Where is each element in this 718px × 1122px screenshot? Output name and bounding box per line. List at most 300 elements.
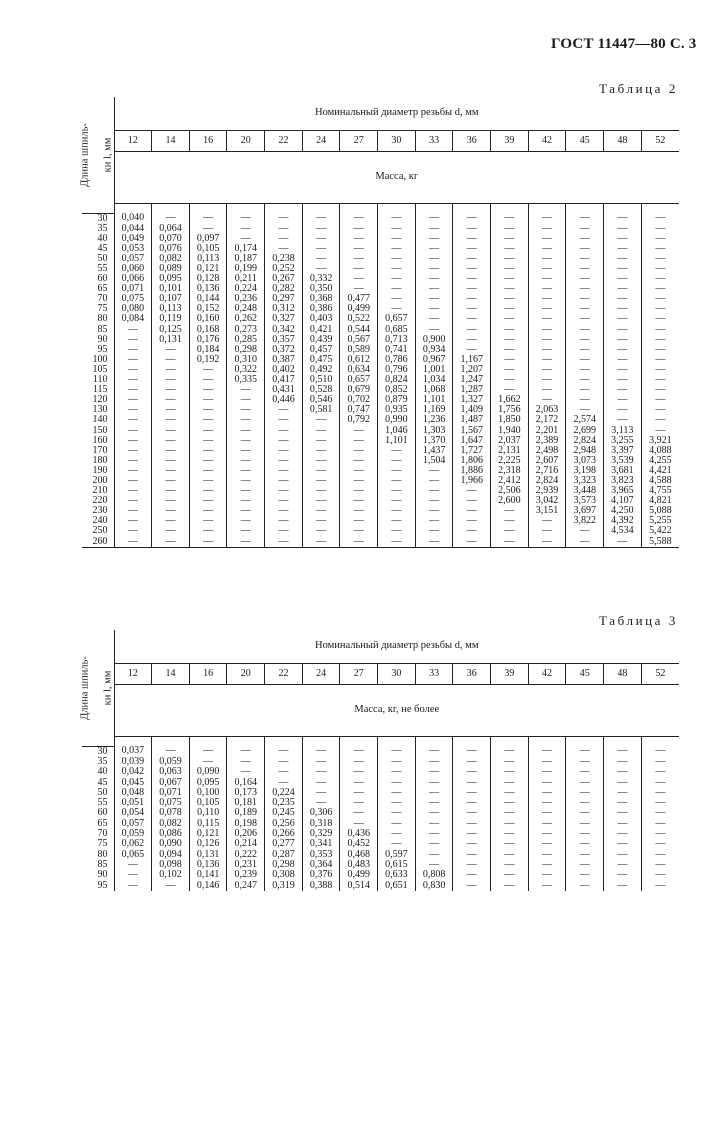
mass-cell: —	[302, 798, 340, 808]
table2-diameter-42: 42	[528, 131, 566, 152]
mass-cell: 0,900	[415, 335, 453, 345]
mass-cell: —	[340, 476, 378, 486]
mass-cell: —	[340, 767, 378, 777]
mass-cell: —	[453, 304, 491, 314]
mass-cell: —	[378, 746, 416, 757]
mass-cell: —	[655, 858, 666, 870]
mass-cell: 1,886	[453, 466, 491, 476]
mass-cell: 0,082	[152, 819, 190, 829]
mass-cell: —	[340, 254, 378, 264]
mass-cell: 0,054	[114, 808, 152, 818]
mass-cell: 1,287	[453, 385, 491, 395]
mass-cell: —	[528, 264, 566, 274]
mass-cell: —	[528, 213, 566, 224]
mass-cell: —	[189, 486, 227, 496]
mass-cell: —	[566, 355, 604, 365]
mass-cell: —	[528, 335, 566, 345]
mass-cell: —	[227, 526, 265, 536]
mass-cell: 1,727	[453, 446, 491, 456]
mass-cell: —	[528, 757, 566, 767]
mass-cell: —	[378, 798, 416, 808]
mass-cell: —	[528, 355, 566, 365]
mass-cell: —	[189, 395, 227, 405]
mass-cell: 4,107	[604, 496, 642, 506]
mass-cell: —	[302, 234, 340, 244]
mass-cell: —	[114, 496, 152, 506]
mass-cell: —	[340, 486, 378, 496]
mass-cell: —	[604, 254, 642, 264]
mass-cell: 0,388	[302, 880, 340, 890]
mass-cell: 3,823	[604, 476, 642, 486]
mass-cell: —	[453, 506, 491, 516]
mass-cell: —	[378, 446, 416, 456]
mass-cell: —	[378, 254, 416, 264]
mass-cell: 0,192	[189, 355, 227, 365]
mass-cell: 3,073	[566, 456, 604, 466]
mass-cell: —	[453, 746, 491, 757]
mass-cell: —	[566, 345, 604, 355]
mass-cell: —	[227, 506, 265, 516]
mass-cell: —	[302, 767, 340, 777]
mass-cell: 0,287	[265, 849, 303, 859]
table3-diameter-42: 42	[528, 664, 566, 685]
mass-cell: —	[528, 345, 566, 355]
mass-cell: —	[152, 213, 190, 224]
mass-cell: 0,256	[265, 819, 303, 829]
mass-cell: —	[566, 526, 604, 536]
length-cell: 65	[82, 819, 114, 829]
mass-cell: —	[453, 335, 491, 345]
mass-cell: —	[528, 254, 566, 264]
mass-cell: 0,211	[227, 274, 265, 284]
mass-cell: 5,088	[649, 505, 672, 517]
mass-cell: —	[453, 345, 491, 355]
mass-cell: —	[265, 757, 303, 767]
mass-cell: —	[189, 516, 227, 526]
mass-cell: —	[604, 537, 642, 547]
length-cell: 140	[82, 415, 114, 425]
mass-cell: —	[189, 405, 227, 415]
mass-cell: 0,095	[189, 777, 227, 787]
mass-cell: 0,086	[152, 829, 190, 839]
mass-cell: 0,075	[114, 294, 152, 304]
mass-cell: —	[227, 456, 265, 466]
mass-cell: 1,662	[491, 395, 529, 405]
mass-cell: 2,037	[491, 436, 529, 446]
mass-cell: —	[189, 757, 227, 767]
mass-cell: 0,298	[227, 345, 265, 355]
mass-cell: 0,059	[152, 757, 190, 767]
table2-diameter-33: 33	[415, 131, 453, 152]
mass-cell: 2,824	[528, 476, 566, 486]
mass-cell: —	[265, 224, 303, 234]
mass-cell: —	[655, 374, 666, 386]
mass-cell: —	[566, 264, 604, 274]
mass-cell: 0,702	[340, 395, 378, 405]
length-cell: 45	[82, 777, 114, 787]
mass-cell: 0,544	[340, 325, 378, 335]
mass-cell: —	[378, 264, 416, 274]
mass-cell: —	[453, 486, 491, 496]
mass-cell: —	[453, 516, 491, 526]
mass-cell: 2,699	[566, 425, 604, 435]
mass-cell: 2,506	[491, 486, 529, 496]
mass-cell: 0,181	[227, 798, 265, 808]
mass-cell: —	[340, 446, 378, 456]
mass-cell: —	[491, 788, 529, 798]
mass-cell: 0,071	[114, 284, 152, 294]
mass-cell: —	[189, 476, 227, 486]
mass-cell: —	[453, 254, 491, 264]
mass-cell: 0,102	[152, 870, 190, 880]
mass-cell: 0,796	[378, 365, 416, 375]
mass-cell: 0,318	[302, 819, 340, 829]
mass-cell: 0,136	[189, 860, 227, 870]
mass-cell: —	[528, 234, 566, 244]
table3-length-label: Длина шпиль- ки l, мм	[79, 655, 114, 720]
mass-cell: 2,498	[528, 446, 566, 456]
mass-cell: —	[415, 808, 453, 818]
mass-cell: —	[566, 860, 604, 870]
mass-cell: —	[302, 757, 340, 767]
mass-cell: 2,389	[528, 436, 566, 446]
mass-cell: 0,277	[265, 839, 303, 849]
mass-cell: 0,059	[114, 829, 152, 839]
mass-cell: 0,187	[227, 254, 265, 264]
mass-cell: 1,034	[415, 375, 453, 385]
mass-cell: —	[453, 870, 491, 880]
mass-cell: 0,164	[227, 777, 265, 787]
mass-cell: —	[491, 254, 529, 264]
length-cell: 100	[82, 355, 114, 365]
mass-cell: 0,053	[114, 244, 152, 254]
mass-cell: —	[302, 213, 340, 224]
mass-cell: 0,417	[265, 375, 303, 385]
mass-cell: 0,173	[227, 788, 265, 798]
length-cell: 130	[82, 405, 114, 415]
mass-cell: 1,487	[453, 415, 491, 425]
mass-cell: 0,364	[302, 860, 340, 870]
length-cell: 260	[82, 537, 114, 547]
mass-cell: 5,255	[649, 515, 672, 527]
mass-cell: —	[302, 496, 340, 506]
mass-cell: 0,214	[227, 839, 265, 849]
mass-cell: 0,198	[227, 819, 265, 829]
mass-cell: —	[152, 355, 190, 365]
mass-cell: —	[453, 294, 491, 304]
mass-cell: 0,113	[189, 254, 227, 264]
mass-cell: 2,607	[528, 456, 566, 466]
mass-cell: 2,063	[528, 405, 566, 415]
mass-cell: —	[265, 486, 303, 496]
mass-cell: —	[528, 860, 566, 870]
mass-cell: 0,152	[189, 304, 227, 314]
mass-cell: —	[189, 506, 227, 516]
mass-cell: —	[302, 486, 340, 496]
mass-cell: —	[227, 395, 265, 405]
mass-cell: 4,250	[604, 506, 642, 516]
table2-diameter-30: 30	[378, 131, 416, 152]
mass-cell: —	[566, 798, 604, 808]
mass-cell: —	[415, 506, 453, 516]
table2-diameter-16: 16	[189, 131, 227, 152]
mass-cell: —	[415, 537, 453, 547]
mass-cell: —	[528, 870, 566, 880]
length-cell: 70	[82, 829, 114, 839]
mass-cell: —	[415, 829, 453, 839]
mass-cell: 0,065	[114, 849, 152, 859]
mass-cell: —	[528, 819, 566, 829]
mass-cell: 0,042	[114, 767, 152, 777]
mass-cell: —	[114, 476, 152, 486]
mass-cell: 0,567	[340, 335, 378, 345]
table2-diameter-27: 27	[340, 131, 378, 152]
mass-cell: —	[340, 244, 378, 254]
mass-cell: —	[566, 757, 604, 767]
mass-cell: 3,323	[566, 476, 604, 486]
mass-cell: —	[566, 314, 604, 324]
table-2-caption: Таблица 2	[599, 81, 678, 96]
mass-cell: —	[265, 767, 303, 777]
table-row	[82, 870, 679, 880]
mass-cell: —	[528, 224, 566, 234]
mass-cell: 0,189	[227, 808, 265, 818]
length-cell: 55	[82, 264, 114, 274]
mass-cell: —	[453, 526, 491, 536]
mass-cell: 0,332	[302, 274, 340, 284]
mass-cell: —	[152, 746, 190, 757]
mass-cell: —	[491, 860, 529, 870]
table-row	[82, 526, 679, 536]
mass-cell: 0,048	[114, 788, 152, 798]
mass-cell: —	[604, 870, 642, 880]
mass-cell: 0,144	[189, 294, 227, 304]
length-cell: 55	[82, 798, 114, 808]
mass-cell: 0,492	[302, 365, 340, 375]
mass-cell: 0,060	[114, 264, 152, 274]
mass-cell: —	[655, 353, 666, 365]
mass-cell: —	[655, 848, 666, 860]
mass-cell: —	[655, 755, 666, 767]
mass-cell: 0,141	[189, 870, 227, 880]
mass-cell: —	[566, 395, 604, 405]
mass-cell: —	[227, 446, 265, 456]
mass-cell: —	[302, 436, 340, 446]
mass-cell: 1,504	[415, 456, 453, 466]
mass-cell: —	[491, 284, 529, 294]
mass-cell: —	[453, 757, 491, 767]
mass-cell: —	[415, 476, 453, 486]
mass-cell: —	[189, 456, 227, 466]
table2-diameter-group-header: Номинальный диаметр резьбы d, мм	[114, 97, 679, 131]
mass-cell: —	[491, 808, 529, 818]
table3-diameter-14: 14	[152, 664, 190, 685]
mass-cell: 1,327	[453, 395, 491, 405]
mass-cell: —	[604, 757, 642, 767]
mass-cell: —	[340, 808, 378, 818]
mass-cell: 3,113	[604, 425, 642, 435]
mass-cell: 3,681	[604, 466, 642, 476]
mass-cell: —	[655, 776, 666, 788]
mass-cell: —	[604, 274, 642, 284]
mass-cell: —	[189, 466, 227, 476]
mass-cell: 0,335	[227, 375, 265, 385]
mass-cell: —	[491, 839, 529, 849]
mass-cell: 0,350	[302, 284, 340, 294]
mass-cell: —	[453, 829, 491, 839]
mass-cell: —	[152, 446, 190, 456]
length-cell: 60	[82, 808, 114, 818]
length-cell: 220	[82, 496, 114, 506]
mass-cell: —	[655, 323, 666, 335]
mass-cell: —	[302, 456, 340, 466]
mass-cell: —	[265, 506, 303, 516]
mass-cell: 2,201	[528, 425, 566, 435]
mass-cell: —	[491, 244, 529, 254]
mass-cell: 0,446	[265, 395, 303, 405]
length-cell: 105	[82, 365, 114, 375]
mass-cell: 0,184	[189, 345, 227, 355]
mass-cell: —	[415, 777, 453, 787]
mass-cell: 0,439	[302, 335, 340, 345]
mass-cell: —	[491, 335, 529, 345]
length-cell: 30	[82, 213, 114, 224]
mass-cell: —	[114, 516, 152, 526]
mass-cell: 0,589	[340, 345, 378, 355]
mass-cell: —	[655, 333, 666, 345]
mass-cell: 1,247	[453, 375, 491, 385]
mass-cell: 0,522	[340, 314, 378, 324]
mass-cell: —	[152, 506, 190, 516]
mass-cell: —	[265, 425, 303, 435]
mass-cell: 0,238	[265, 254, 303, 264]
mass-cell: 1,068	[415, 385, 453, 395]
mass-cell: —	[378, 284, 416, 294]
mass-cell: 0,070	[152, 234, 190, 244]
mass-cell: 0,089	[152, 264, 190, 274]
mass-cell: —	[152, 496, 190, 506]
mass-cell: —	[415, 746, 453, 757]
mass-cell: —	[415, 314, 453, 324]
mass-cell: 0,310	[227, 355, 265, 365]
mass-cell: —	[491, 385, 529, 395]
mass-cell: 1,207	[453, 365, 491, 375]
mass-cell: 0,457	[302, 345, 340, 355]
mass-cell: —	[302, 415, 340, 425]
mass-cell: —	[378, 294, 416, 304]
mass-cell: —	[152, 516, 190, 526]
mass-cell: 0,057	[114, 819, 152, 829]
mass-cell: —	[340, 746, 378, 757]
mass-cell: 0,879	[378, 395, 416, 405]
mass-cell: 0,236	[227, 294, 265, 304]
mass-cell: 0,499	[340, 870, 378, 880]
mass-cell: —	[655, 363, 666, 375]
mass-cell: 0,679	[340, 385, 378, 395]
table-3-caption: Таблица 3	[599, 613, 678, 628]
mass-cell: —	[415, 466, 453, 476]
mass-cell: —	[528, 746, 566, 757]
mass-cell: 1,850	[491, 415, 529, 425]
mass-cell: —	[566, 788, 604, 798]
mass-cell: —	[491, 506, 529, 516]
document-header: ГОСТ 11447—80 С. 3	[551, 36, 697, 52]
mass-cell: —	[655, 786, 666, 798]
mass-cell: —	[604, 829, 642, 839]
mass-cell: —	[566, 213, 604, 224]
mass-cell: —	[655, 414, 666, 426]
mass-cell: —	[528, 808, 566, 818]
mass-cell: —	[152, 375, 190, 385]
mass-cell: 0,368	[302, 294, 340, 304]
mass-cell: —	[491, 819, 529, 829]
length-cell: 40	[82, 234, 114, 244]
mass-cell: —	[566, 224, 604, 234]
mass-cell: 1,236	[415, 415, 453, 425]
mass-cell: —	[566, 880, 604, 890]
mass-cell: —	[152, 415, 190, 425]
mass-cell: —	[415, 234, 453, 244]
mass-cell: —	[528, 304, 566, 314]
mass-cell: —	[491, 516, 529, 526]
mass-cell: —	[655, 404, 666, 416]
mass-cell: —	[378, 244, 416, 254]
mass-cell: 0,990	[378, 415, 416, 425]
mass-cell: —	[189, 537, 227, 547]
mass-cell: 0,273	[227, 325, 265, 335]
mass-cell: 2,131	[491, 446, 529, 456]
mass-cell: 0,685	[378, 325, 416, 335]
mass-cell: —	[566, 767, 604, 777]
mass-cell: 2,600	[491, 496, 529, 506]
mass-cell: —	[566, 537, 604, 547]
mass-cell: 0,040	[114, 213, 152, 224]
mass-cell: —	[491, 849, 529, 859]
mass-cell: —	[340, 757, 378, 767]
mass-cell: —	[189, 446, 227, 456]
mass-cell: —	[491, 880, 529, 890]
mass-cell: —	[655, 263, 666, 275]
mass-cell: —	[227, 476, 265, 486]
mass-cell: 1,370	[415, 436, 453, 446]
mass-cell: —	[604, 304, 642, 314]
mass-cell: —	[655, 252, 666, 264]
length-cell: 30	[82, 746, 114, 757]
mass-cell: 0,741	[378, 345, 416, 355]
mass-cell: —	[265, 405, 303, 415]
table3-diameter-52: 52	[641, 664, 679, 685]
mass-cell: —	[152, 425, 190, 435]
mass-cell: —	[340, 466, 378, 476]
mass-cell: —	[227, 746, 265, 757]
mass-cell: —	[453, 496, 491, 506]
mass-cell: —	[378, 496, 416, 506]
mass-cell: 0,792	[340, 415, 378, 425]
mass-cell: 0,174	[227, 244, 265, 254]
mass-cell: 5,588	[649, 535, 672, 547]
mass-cell: 0,713	[378, 335, 416, 345]
mass-cell: 0,402	[265, 365, 303, 375]
mass-cell: —	[655, 424, 666, 436]
mass-cell: —	[655, 303, 666, 315]
mass-cell: —	[227, 486, 265, 496]
mass-cell: —	[227, 757, 265, 767]
mass-cell: 0,581	[302, 405, 340, 415]
mass-cell: —	[340, 506, 378, 516]
mass-cell: —	[340, 274, 378, 284]
mass-cell: —	[655, 817, 666, 829]
mass-cell: 3,448	[566, 486, 604, 496]
